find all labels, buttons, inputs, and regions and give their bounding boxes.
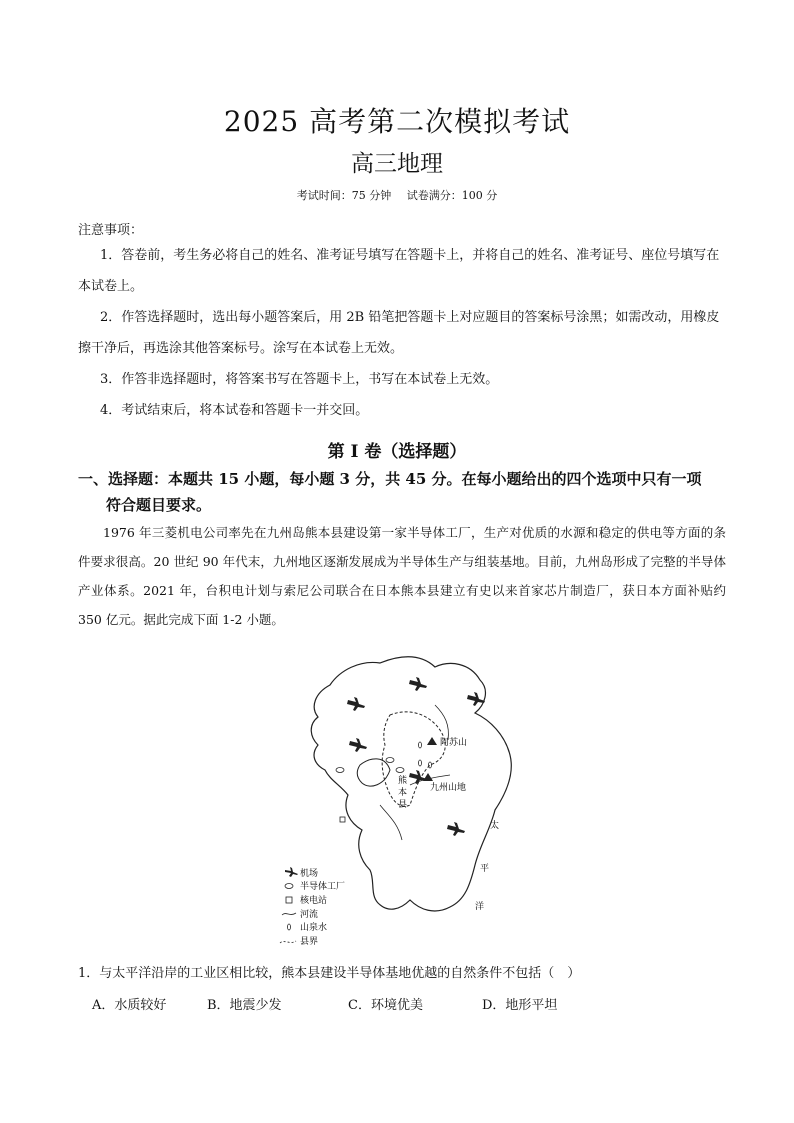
exam-score: 试卷满分：100 分 bbox=[406, 189, 498, 202]
notice-list bbox=[78, 240, 728, 426]
exam-title: 2025 高考第二次模拟考试 bbox=[223, 105, 571, 138]
section-heading bbox=[78, 466, 728, 518]
legend-river: 河流 bbox=[300, 910, 319, 920]
notice-item: 2．作答选择题时，选出每小题答案后，用 2B 铅笔把答题卡上对应题目的答案标号涂黑；如需改动，用橡皮擦干净后，再选涂其他答案标号。涂写在本试卷上无效。 bbox=[78, 310, 720, 356]
legend-border-icon bbox=[280, 941, 296, 943]
label-kumamoto-1: 熊 bbox=[398, 776, 408, 786]
legend-nuclear: 核电站 bbox=[300, 896, 328, 906]
legend-airport: 机场 bbox=[300, 869, 319, 879]
kyushu-map bbox=[270, 645, 520, 955]
label-kumamoto-3: 县 bbox=[398, 800, 408, 810]
map-legend bbox=[280, 867, 345, 947]
legend-spring-icon bbox=[288, 924, 291, 930]
exam-meta bbox=[0, 187, 794, 203]
passage-text: 1976 年三菱机电公司率先在九州岛熊本县建设第一家半导体工厂，生产对优质的水源和稳定的供电等方面的条件要求很高。20 世纪 90 年代末，九州地区逐渐发展成为半导体生产与组装基地。目前，九州岛形成了完整的半导体产业体系。2021 年，台积电计划与索尼公司联合在日本熊本县建立有史以来首家芯片制造厂，获日本方面补贴约 350 亿元。据此完成下面 1-2 小题。 bbox=[78, 525, 726, 627]
section-heading-line1: 一、选择题：本题共 15 小题，每小题 3 分，共 45 分。在每小题给出的四个选项中只有一项 bbox=[78, 470, 702, 488]
legend-factory-icon bbox=[285, 884, 293, 889]
reading-passage bbox=[78, 518, 726, 634]
label-pacific-2: 平 bbox=[480, 864, 490, 874]
legend-river-icon bbox=[282, 913, 296, 915]
option-b[interactable]: B．地震少发 bbox=[207, 998, 282, 1013]
notice-item: 3．作答非选择题时，将答案书写在答题卡上，书写在本试卷上无效。 bbox=[100, 372, 499, 387]
option-c[interactable]: C．环境优美 bbox=[348, 998, 423, 1013]
question-1-options bbox=[92, 994, 712, 1013]
part-heading: 第 I 卷（选择题） bbox=[327, 442, 467, 462]
question-1-stem: 1．与太平洋沿岸的工业区相比较，熊本县建设半导体基地优越的自然条件不包括（ ） bbox=[78, 966, 581, 981]
section-heading-line2: 符合题目要求。 bbox=[106, 496, 212, 514]
option-d[interactable]: D．地形平坦 bbox=[482, 998, 558, 1013]
label-aso: 阿苏山 bbox=[440, 738, 468, 748]
legend-nuclear-icon bbox=[286, 897, 292, 903]
label-kumamoto-2: 本 bbox=[398, 788, 408, 798]
legend-border: 县界 bbox=[300, 937, 319, 947]
legend-spring: 山泉水 bbox=[300, 923, 328, 933]
subject-title: 高三地理 bbox=[351, 151, 443, 177]
legend-airport-icon bbox=[285, 867, 298, 877]
label-pacific-3: 洋 bbox=[475, 902, 485, 912]
notice-title: 注意事项： bbox=[78, 223, 144, 238]
label-kyushu-mountains: 九州山地 bbox=[430, 783, 467, 793]
exam-time: 考试时间：75 分钟 bbox=[296, 189, 392, 202]
notice-item: 4．考试结束后，将本试卷和答题卡一并交回。 bbox=[100, 403, 369, 418]
legend-factory: 半导体工厂 bbox=[300, 882, 346, 892]
option-a[interactable]: A．水质较好 bbox=[92, 998, 167, 1013]
notice-item: 1．答卷前，考生务必将自己的姓名、准考证号填写在答题卡上，并将自己的姓名、准考证号、座位号填写在本试卷上。 bbox=[78, 248, 720, 294]
label-pacific-1: 太 bbox=[490, 821, 500, 831]
nuclear-plant-icon bbox=[340, 817, 345, 822]
